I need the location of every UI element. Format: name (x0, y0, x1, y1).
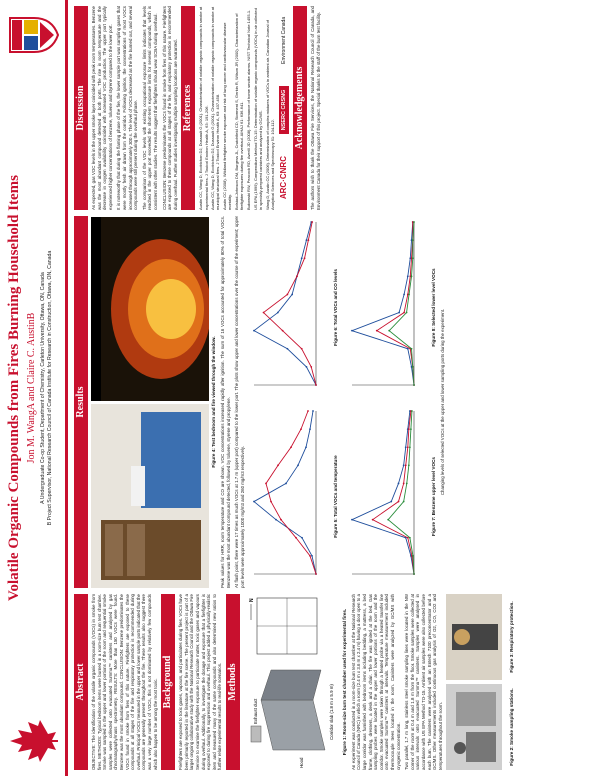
data-point (253, 501, 255, 503)
data-point (391, 501, 393, 503)
data-point (407, 275, 409, 277)
affiliation-line: B Project Supervisor, National Research Council of Canada Institute for Research in Construction, Ottawa, ON, Canada (47, 250, 53, 526)
poster-affiliations (40, 90, 54, 686)
discussion-text-2: It is noteworthy that during the flaming phase of the fire, the lower sample port was sampling gases that were mostly fresh air drawn from the corridor. Following ignition, the concentrations of most VOCs increased through approximately 300 s. The level of VOCs decreased as the fire burned out, and several compounds were still present during the overhaul phase. (116, 6, 139, 210)
figure-3 (446, 594, 518, 680)
crest-logo-icon (4, 6, 62, 64)
poster-title: Volatile Organic Compounds from Fires Burning Household Items (6, 175, 22, 602)
data-point (287, 348, 289, 350)
methods-photos (446, 594, 518, 770)
data-point (285, 483, 287, 485)
data-point (407, 446, 409, 448)
background-text: Firefighters are exposed to toxic gases, vapours, and particulates during fires. VOCs have been primarily reported in the literature at the fire scene. The present project is part of a larger ongoing collaborative study with the National Research Council and the Ottawa Fire Service to examine the firefighter exposure to particulate matter, toxic gases and vapours during overhaul. Additionally, to investigate the dosage and exposure that a firefighter is exposed to during fire suppression and overhaul. This project added a physically-realistic item and measured many of the same compounds and also determined new ratios to further relate experimental results to real-life scenarios. (178, 594, 223, 770)
data-point (315, 573, 317, 575)
chart-total-vocs-co (248, 216, 326, 399)
data-point (300, 428, 302, 430)
data-point (305, 446, 307, 448)
figure-6-caption: Figure 6: Total VOCs and CO levels (333, 269, 339, 346)
data-point (312, 221, 314, 223)
figure-8 (346, 216, 440, 399)
sponsor-logos (279, 6, 289, 210)
chart-axes (352, 411, 414, 574)
data-point (403, 501, 405, 503)
section-heading-abstract: Abstract (74, 594, 88, 770)
data-point (404, 312, 406, 314)
figure-7 (346, 405, 440, 588)
results-text: Peak values for HRR, room temperature and CO are shown. VOC concentrations increased rapidly after ignition. The sum of 16 VOCs accounted for approximately 80% of total VOCs. Benzene was the most abundant compound detected, followed by toluene, styrene and propylene. (220, 216, 231, 588)
data-point (307, 410, 309, 412)
data-point (398, 483, 400, 485)
reference-item: Austin CC, Wang D, Ecobichon DJ, Dussault G (2001). Characterization of volatile organic compounds in smoke at experimental fires. J Toxicol Environ Health A, 63: 191-206. (198, 6, 209, 210)
data-point (311, 366, 313, 368)
data-point (304, 257, 306, 259)
section-heading-results: Results (74, 216, 88, 588)
data-point (412, 555, 414, 557)
reference-item: Bolstad-Johnson DM, Burgess JL, Crutchfield CD, Storment S, Gerkin R, Wilson JR (2000). Characterization of firefighter exposures during fire overhaul. AIHAJ 61: 636-641. (234, 13, 245, 210)
affiliation-line: A Undergraduate Co-op Student, Department of Chemistry, Carleton University, Ottawa, ON, Canada (40, 272, 46, 504)
data-point (351, 519, 353, 521)
figure-2-caption: Figure 2: Smoke sampling stations. (509, 688, 515, 766)
data-point (296, 275, 298, 277)
data-point (301, 348, 303, 350)
data-point (398, 501, 400, 503)
data-point (287, 294, 289, 296)
nserc-logo: NSERC CRSNG (279, 86, 289, 135)
data-point (411, 348, 413, 350)
figure-4-photos (91, 216, 209, 588)
series-line-1 (373, 411, 414, 574)
data-point (270, 501, 272, 503)
section-heading-methods: Methods (226, 594, 240, 770)
figure-1-diagram (243, 594, 335, 770)
data-point (265, 483, 267, 485)
discussion-text-3: The comparison of the VOC levels with existing occupational exposure limits indicates that levels reached in the upper port exceeded the short-term exposure limits for several compounds, which is consistent with other studies. The results suggest that firefighters should wear SCBA during overhaul. (141, 6, 158, 210)
figure-5 (248, 405, 342, 588)
results-text-2: At flash point, there were 17 times as much VOCs at 1.7 m (upper port) compared to the lower port. The plots show upper and lower concentrations over the course of the experiment; upper port levels were approximately 1000 mg/m3 and 260 mg/m3 respectively. (234, 216, 245, 588)
data-point (275, 519, 277, 521)
reference-item: Wang D, Austin CC (2006). Determination of complex mixtures of VOCs in ambient air. Canadian Journal of Analytical Sciences and Spectroscopy 51: 104-112. (264, 20, 275, 210)
chart-upper-vocs (346, 405, 424, 588)
poster-authors: Jon M. WangA and Claire C. AustinB (26, 312, 37, 464)
data-point (412, 239, 414, 241)
data-point (301, 257, 303, 259)
data-point (312, 410, 314, 412)
data-point (351, 330, 353, 332)
sampling-station-photo (446, 684, 502, 770)
data-point (290, 446, 292, 448)
figure-2 (446, 684, 518, 770)
data-point (277, 464, 279, 466)
figure-3-caption: Figure 3: Respiratory protection. (509, 601, 515, 673)
data-point (376, 330, 378, 332)
data-point (306, 366, 308, 368)
data-point (412, 257, 414, 259)
section-heading-background: Background (161, 594, 175, 770)
figure-6 (248, 216, 342, 399)
data-point (403, 464, 405, 466)
chart-lower-vocs (346, 216, 424, 399)
data-point (292, 294, 294, 296)
data-point (404, 294, 406, 296)
data-point (309, 428, 311, 430)
data-point (277, 312, 279, 314)
figure-note: Changing levels of selected VOCs at the upper and lower sampling ports during the experiment. (440, 308, 446, 496)
data-point (372, 519, 374, 521)
data-point (406, 483, 408, 485)
chart-axes (254, 411, 316, 574)
acknowledgements-text: The authors wish to thank the Ottawa Fire Services, the National Research Council of Canada, and Environment Canada for their support of this project. Special thanks to the staff of the burn test facility. (309, 6, 321, 210)
data-point (253, 330, 255, 332)
reference-item: Austin CC, Wang D, Ecobichon DJ, Dussault G (2001). Characterization of volatile organic compounds in smoke at municipal structural fires. J Toxicol Environ Health A, 63: 437-458. (210, 6, 221, 210)
figure-5-caption: Figure 5: Total VOCs and temperature (333, 455, 339, 538)
column-right (72, 6, 596, 210)
data-point (403, 483, 405, 485)
chart-total-vocs-temperature (248, 405, 326, 588)
abstract-text: OBJECTIVE: The identification of the volatile organic compounds (VOCs) in smoke from fires. METHODS: Typical bedroom items were burned in a room-size burn test chamber. Smoke was sampled in the upper and lower portions of the room and sequential smoke samples were collected onto evacuated Summa™ canisters and analysed by gas chromatography/mass spectrometry. RESULTS: More than 150 VOCs were found. Benzene was the most abundant compound. CONCLUSION: Benzene predominates the VOCs found in smoke from fires of this nature. Firefighters are exposed to these compounds at all stages of the fire and respiratory protection is recommended during overhaul. Principal VOCs measured in the upper and lower sample ports indicated that the compounds are generally present throughout the fire. These results also suggest there was a very large number of VOCs, this is not dominated by relatively few compounds which also happen to be among the most toxic. (91, 594, 158, 770)
data-point (297, 464, 299, 466)
reference-item: Austin CC (2008). Wildland firefighter smoke exposure and risk of lung cancer and cardiovascular disease mortality. (222, 22, 233, 210)
column-left (72, 594, 596, 770)
environment-canada-logo: Environment Canada (280, 16, 287, 64)
data-point (408, 428, 410, 430)
header-rule (65, 0, 68, 776)
chart-axes (352, 222, 414, 385)
data-point (413, 221, 415, 223)
methods-text-2: Two parallel, 1.7 m long, stainless steel smoke sampling lines were located in the NW corner of the room at 0.4 m and 1.8 m from the floor. Smoke samples were collected at various intervals onto evacuated Summa™ canisters. Samples were analysed in accordance with US EPA Method TO-15. Ambient air samples were also collected before each burn. The canisters were analysed with an Entech 7100 preconcentrator and a GC/MS. Other measurements included continuous gas analysis of O2, CO, CO2 and temperatures throughout the room. (404, 594, 443, 770)
reference-item: US EPA (1999). Compendium Method TO-15: Determination of volatile organic compounds (VOCs) in air collected in specially-prepared canisters and analyzed by GC/MS. (252, 8, 263, 210)
data-point (309, 555, 311, 557)
arc-logo: ARC·CNRC (279, 156, 289, 200)
methods-text: An experiment was conducted in a room-size burn test chamber at the National Research Council of Canada (NRC) in which a room (2.4 m x 3.6 m x 2.4 m) having a door open to a large corridor was furnished with bedroom items including bedding, a mattress, a bed frame, clothing, dressers, a desk and a chair. The fire was ignited at the bed. Gas sampling probes were located in the upper and lower portions of the room and the corridor. Smoke samples were taken through a heated probe via a heated transfer line onto evacuated Summa™ canisters at intervals. Temperature measurement included thermocouple trees located in the room. Canisters were analyzed by GC/MS with cryogenic concentration. (350, 594, 401, 770)
figure-4-caption: Figure 4: Test bedroom and fire viewed through the window. (211, 336, 216, 468)
data-point (263, 312, 265, 314)
data-point (315, 384, 317, 386)
data-point (388, 519, 390, 521)
reference-item: Bukowski RW, Peacock RD, Averill JD (2008). Performance of home smoke alarms. NIST Technical Note 1455-1. (245, 9, 251, 210)
data-point (301, 537, 303, 539)
section-heading-discussion: Discussion (74, 6, 88, 210)
data-point (406, 312, 408, 314)
data-point (411, 410, 413, 412)
fig1-label-exhaust: Exhaust duct (252, 698, 258, 724)
data-point (311, 555, 313, 557)
data-point (308, 239, 310, 241)
data-point (280, 519, 282, 521)
data-point (399, 312, 401, 314)
figure-7-caption: Figure 7: Benzene upper level VOCs (431, 457, 437, 536)
data-point (295, 537, 297, 539)
respiratory-protection-photo (446, 594, 502, 680)
section-heading-references: References (181, 6, 195, 210)
fig1-label-hood: Hood (298, 757, 304, 768)
data-point (413, 384, 415, 386)
column-middle (72, 216, 596, 588)
series-line-0 (352, 411, 414, 574)
data-point (410, 428, 412, 430)
data-point (282, 330, 284, 332)
data-point (412, 366, 414, 368)
data-point (405, 464, 407, 466)
series-line-1 (377, 222, 414, 385)
fire-photo (91, 217, 209, 401)
data-point (405, 446, 407, 448)
series-line-1 (264, 222, 316, 385)
discussion-text: As expected, gas VOC levels in the upper smoke layer coincided with peak room temperatures. Benzene was the most abundant compound detected at both ports. The rise in room temperature and the decrease in oxygen availability coincided with increased VOC production. The upper port typically experienced higher concentrations of benzene, toluene and styrene compared to the lower port. (91, 6, 113, 210)
figure-1-caption: Figure 1: Room-size burn test chamber used for experimental fires. (341, 608, 347, 756)
fig1-label-corridor: Corridor slab (1.8 m x 5.9 m) (328, 684, 334, 740)
data-point (413, 573, 415, 575)
results-charts (248, 216, 440, 588)
figure-8-caption: Figure 8: Selected lower level VOCs (431, 268, 437, 347)
data-point (408, 464, 410, 466)
series-line-0 (352, 222, 414, 385)
section-heading-acknowledgements: Acknowledgements (293, 6, 307, 210)
poster-header (0, 0, 65, 776)
reference-list (198, 6, 275, 210)
data-point (389, 330, 391, 332)
data-point (409, 446, 411, 448)
data-point (306, 239, 308, 241)
series-line-0 (254, 411, 316, 574)
bedroom-photo (91, 404, 209, 588)
maple-leaf-icon (6, 716, 60, 766)
data-point (411, 275, 413, 277)
data-point (409, 294, 411, 296)
data-point (409, 537, 411, 539)
fig1-label-north: N (248, 598, 255, 602)
conclusion-text: CONCLUSION: Benzene predominates the VOCs found in smoke from fires of this nature. Firefighters are exposed to these compounds at all stages of the fire, and respiratory protection is recommended during overhaul. Further studies investigating multiple sampling locations are warranted. (161, 6, 178, 210)
